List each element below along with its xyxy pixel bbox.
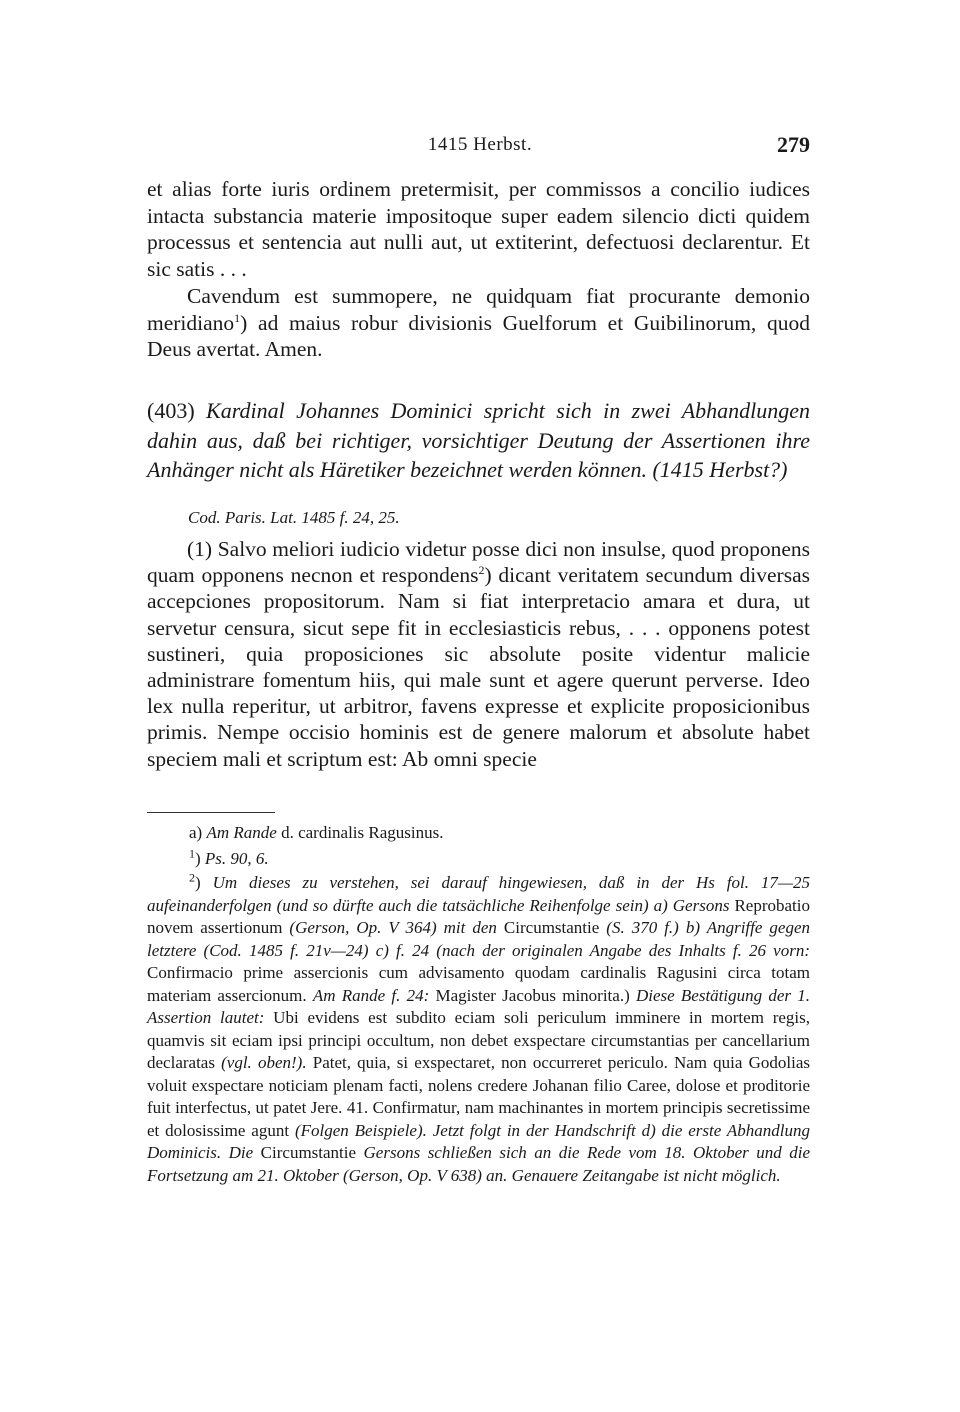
footnote-2-label: 2 bbox=[189, 870, 195, 885]
paragraph-1 bbox=[147, 536, 810, 772]
footnote-ref-2: 2 bbox=[478, 563, 485, 578]
footnote-a-text: d. cardinalis Ragusinus. bbox=[281, 823, 444, 842]
footnote-1: $^1$) Ps. 90, 6. bbox=[189, 846, 269, 868]
page-number: 279 bbox=[777, 132, 810, 157]
footnote-1-text: Ps. 90, 6. bbox=[204, 849, 269, 868]
footnote-a-label: a) bbox=[189, 823, 203, 842]
section-heading bbox=[147, 396, 810, 485]
footnote-2-run: (vgl. oben!). bbox=[221, 1053, 313, 1072]
footnote-2: $^2$) Um dieses zu verstehen, sei darauf hingewiesen, daß in der Hs fol. 17—25 aufeinanderfolgen (und so dürfte auch die tatsächliche Reihenfolge sein) a) Gersons Reprobatio novem assertionum (Gerson, Op. V 364) mit den Circumstantie (S. 370 f.) b) Angriffe gegen letztere (Cod. 1485 f. 21v—24) c) f. 24 (nach der originalen Angabe des Inhalts f. 26 vorn: Confirmacio prime assercionis cum advisamento quodam cardinalis Ragusini circa totam materiam assercionum. Am Rande f. 24: Magister Jacobus minorita.) Diese Bestätigung der 1. Assertion lautet: Ubi evidens est subdito eciam soli periculum imminere in mortem regis, quamvis sit eciam ipsi principi occultum, non debet exspectare circumstantias per cancellarium declaratas (vgl. oben!). Patet, quia, si exspectaret, non occurreret periculo. Nam quia Godolias voluit exspectare noticiam plenam facti, nolens credere Johanan filio Caree, dolose et proditorie fuit interfectus, ut patet Jere. 41. Confirmatur, nam machinantes in mortem principis secretissime et dolosissime agunt (Folgen Beispiele). Jetzt folgt in der Handschrift d) die erste Abhandlung Dominicis. Die Circumstantie Gersons schließen sich an die Rede vom 18. Oktober und die Fortsetzung am 21. Oktober (Gerson, Op. V 638) an. Genauere Zeitangabe ist nicht möglich. bbox=[147, 870, 810, 1185]
footnote-2-run: Ubi evidens est subdito eciam soli periculum imminere in mortem regis, quamvis sit eciam ipsi principi occultum, non debet exspectare circumstantias per cancellarium declaratas bbox=[147, 1008, 810, 1072]
footnote-a bbox=[147, 822, 810, 845]
codex-reference: Cod. Paris. Lat. 1485 f. 24, 25. bbox=[188, 508, 400, 527]
footnote-2-run: (S. 370 f.) b) Angriffe gegen letztere (Cod. 1485 f. 21v—24) c) f. 24 (nach der originalen Angabe des Inhalts f. 26 vorn: bbox=[147, 918, 810, 960]
continuation-paragraph-2-text: Cavendum est summopere, ne quidquam fiat procurante demonio meridiano bbox=[147, 283, 810, 335]
section-number: (403) bbox=[147, 398, 195, 423]
footnote-separator bbox=[147, 812, 275, 813]
running-header: 1415 Herbst. bbox=[427, 134, 533, 155]
footnote-ref-1: 1 bbox=[234, 310, 241, 325]
footnote-2-run: Um dieses zu verstehen, sei darauf hingewiesen, daß in der Hs fol. 17—25 aufeinanderfolgen (und so dürfte auch die tatsächliche Reihenfolge sein) a) Gersons bbox=[147, 873, 810, 915]
footnote-2-run: Patet, quia, si exspectaret, non occurreret periculo. Nam quia Godolias voluit exspectare noticiam plenam facti, nolens credere Johanan filio Caree, dolose et proditorie fuit interfectus, ut patet Jere. 41. Confirmatur, nam machinantes in mortem principis secretissime et dolosissime agunt bbox=[147, 1053, 810, 1140]
footnote-2-text bbox=[147, 870, 810, 1185]
footnote-2-run: Reprobatio novem assertionum bbox=[147, 895, 810, 937]
footnote-2-run: Confirmacio prime assercionis cum advisamento quodam cardinalis Ragusini circa totam materiam assercionum. bbox=[147, 963, 810, 1005]
continuation-text bbox=[147, 176, 810, 363]
footnote-2-run: Circumstantie bbox=[503, 918, 607, 937]
footnote-2-run: Diese Bestätigung der 1. Assertion lautet: bbox=[147, 985, 810, 1027]
continuation-paragraph-1: et alias forte iuris ordinem pretermisit, per commissos a concilio iudices intacta substancia materie impositoque super eadem silencio dicti quidem processus et sentencia aut nulli aut, ut extiterint, defectuosi declarentur. Et sic satis . . . bbox=[147, 177, 810, 282]
footnote-2-run: Magister Jacobus minorita.) bbox=[435, 985, 636, 1005]
paragraph-1-text: (1) Salvo meliori iudicio videtur posse dici non insulse, quod proponens quam opponens necnon et respondens bbox=[147, 537, 810, 588]
continuation-paragraph-2 bbox=[147, 283, 810, 363]
footnote-a-italic: Am Rande bbox=[206, 823, 277, 842]
footnote-1-label: 1 bbox=[189, 846, 195, 861]
footnote-2-run: (Gerson, Op. V 364) mit den bbox=[289, 918, 504, 937]
paragraph-1-tail: ) dicant veritatem secundum diversas accepciones propositorum. Nam si fiat interpretacio amara et dura, ut servetur censura, sicut sepe fit in ecclesiasticis rebus, . . . opponens potest sustineri, quia proposiciones sic absolute posite videntur malicie administrare fomentum hiis, qui male sunt et agere querunt perverse. Ideo lex nulla reperitur, ut arbitror, favens expresse et explicite proposicionibus primis. Nempe occisio hominis est de genere malorum et absolute habet speciem mali et scriptum est: Ab omni specie bbox=[147, 563, 810, 771]
section-heading-text: Kardinal Johannes Dominici spricht sich in zwei Abhandlungen dahin aus, daß bei richtiger, vorsichtiger Deutung der Assertionen ihre Anhänger nicht als Häretiker bezeichnet werden können. (1415 Herbst?) bbox=[147, 398, 811, 482]
footnote-2-run: Circumstantie bbox=[260, 1143, 364, 1162]
continuation-paragraph-2-tail: ) ad maius robur divisionis Guelforum et Guibilinorum, quod Deus avertat. Amen. bbox=[147, 310, 810, 362]
footnote-2-run: Am Rande f. 24: bbox=[312, 985, 436, 1005]
footnote-2-run: (Folgen Beispiele). Jetzt folgt in der Handschrift d) die erste Abhandlung Dominicis. Die bbox=[147, 1120, 810, 1162]
footnote-2-run: Gersons schließen sich an die Rede vom 18. Oktober und die Fortsetzung am 21. Oktober (Gerson, Op. V 638) an. Genauere Zeitangabe ist nicht möglich. bbox=[147, 1143, 810, 1185]
